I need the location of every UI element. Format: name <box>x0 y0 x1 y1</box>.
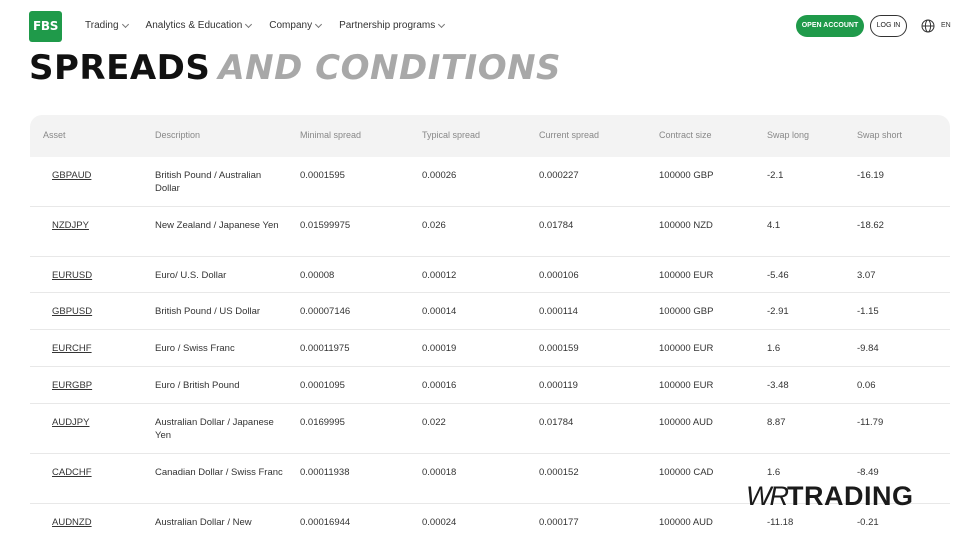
typical-spread-cell: 0.022 <box>422 417 446 428</box>
asset-link[interactable]: NZDJPY <box>52 220 89 231</box>
current-spread-cell: 0.000227 <box>539 170 579 181</box>
nav-partnership-programs[interactable] <box>339 20 444 31</box>
typical-spread-cell: 0.00019 <box>422 343 457 354</box>
contract-size-cell: 100000 AUD <box>659 517 713 528</box>
asset-link[interactable]: AUDJPY <box>52 417 90 428</box>
nav-company[interactable] <box>269 20 321 31</box>
asset-link[interactable]: EURGBP <box>52 380 93 391</box>
swap-long-cell: -11.18 <box>767 517 794 528</box>
swap-long-cell: 1.6 <box>767 467 781 478</box>
table-header <box>30 115 950 157</box>
swap-short-cell: -1.15 <box>857 306 879 317</box>
swap-short-cell: -11.79 <box>857 417 884 428</box>
description-cell: British Pound / US Dollar <box>155 306 261 317</box>
contract-size-cell: 100000 NZD <box>659 220 713 231</box>
language-selector[interactable]: EN <box>941 22 951 29</box>
minimal-spread-cell: 0.00008 <box>300 270 335 281</box>
column-header-description: Description <box>155 130 201 140</box>
swap-long-cell: -5.46 <box>767 270 789 281</box>
minimal-spread-cell: 0.00007146 <box>300 306 351 317</box>
page-title <box>29 48 561 88</box>
chevron-down-icon <box>438 20 445 27</box>
typical-spread-cell: 0.00026 <box>422 170 457 181</box>
contract-size-cell: 100000 EUR <box>659 270 714 281</box>
minimal-spread-cell: 0.0001095 <box>300 380 345 391</box>
typical-spread-cell: 0.00014 <box>422 306 457 317</box>
current-spread-cell: 0.01784 <box>539 417 574 428</box>
typical-spread-cell: 0.00016 <box>422 380 457 391</box>
typical-spread-cell: 0.00018 <box>422 467 457 478</box>
chevron-down-icon <box>315 20 322 27</box>
contract-size-cell: 100000 GBP <box>659 306 714 317</box>
swap-short-cell: -18.62 <box>857 220 884 231</box>
current-spread-cell: 0.000106 <box>539 270 579 281</box>
nav-label: Partnership programs <box>339 20 436 31</box>
swap-long-cell: -2.91 <box>767 306 789 317</box>
contract-size-cell: 100000 EUR <box>659 380 714 391</box>
table-row <box>30 330 950 367</box>
description-cell: Euro/ U.S. Dollar <box>155 270 227 281</box>
top-navigation-bar <box>0 0 960 52</box>
column-header-current-spread: Current spread <box>539 130 600 140</box>
column-header-swap-short: Swap short <box>857 130 903 140</box>
asset-link[interactable]: GBPAUD <box>52 170 92 181</box>
login-button[interactable]: LOG IN <box>870 15 907 37</box>
current-spread-cell: 0.000159 <box>539 343 579 354</box>
watermark-suffix: TRADING <box>786 481 914 511</box>
description-cell: Australian Dollar / New <box>155 517 252 528</box>
typical-spread-cell: 0.00012 <box>422 270 457 281</box>
table-row <box>30 257 950 293</box>
contract-size-cell: 100000 EUR <box>659 343 714 354</box>
watermark-prefix: WR <box>746 481 787 511</box>
asset-link[interactable]: EURUSD <box>52 270 93 281</box>
wrtrading-watermark <box>746 481 913 512</box>
globe-icon[interactable] <box>921 19 935 33</box>
contract-size-cell: 100000 CAD <box>659 467 714 478</box>
fbs-logo[interactable]: FBS <box>29 11 62 42</box>
minimal-spread-cell: 0.01599975 <box>300 220 351 231</box>
description-cell: Euro / British Pound <box>155 380 240 391</box>
contract-size-cell: 100000 GBP <box>659 170 714 181</box>
column-header-minimal-spread: Minimal spread <box>300 130 362 140</box>
column-header-asset: Asset <box>43 130 66 140</box>
description-cell: Australian Dollar / Japanese Yen <box>155 417 274 441</box>
swap-short-cell: -9.84 <box>857 343 879 354</box>
table-row <box>30 367 950 404</box>
description-cell: Euro / Swiss Franc <box>155 343 235 354</box>
column-header-swap-long: Swap long <box>767 130 810 140</box>
current-spread-cell: 0.01784 <box>539 220 574 231</box>
swap-short-cell: -8.49 <box>857 467 879 478</box>
asset-link[interactable]: GBPUSD <box>52 306 93 317</box>
nav-label: Trading <box>85 20 119 31</box>
current-spread-cell: 0.000119 <box>539 380 578 391</box>
table-row <box>30 404 950 454</box>
current-spread-cell: 0.000152 <box>539 467 579 478</box>
swap-long-cell: 4.1 <box>767 220 781 231</box>
column-header-typical-spread: Typical spread <box>422 130 481 140</box>
description-cell: Canadian Dollar / Swiss Franc <box>155 467 283 478</box>
typical-spread-cell: 0.00024 <box>422 517 457 528</box>
spreads-table <box>30 115 950 540</box>
open-account-button[interactable]: OPEN ACCOUNT <box>796 15 864 37</box>
minimal-spread-cell: 0.00011938 <box>300 467 350 478</box>
swap-short-cell: -0.21 <box>857 517 879 528</box>
column-header-contract-size: Contract size <box>659 130 712 140</box>
page-title-dark: SPREADS <box>29 48 211 88</box>
asset-link[interactable]: AUDNZD <box>52 517 92 528</box>
contract-size-cell: 100000 AUD <box>659 417 713 428</box>
swap-short-cell: -16.19 <box>857 170 884 181</box>
swap-short-cell: 0.06 <box>857 380 876 391</box>
page-title-light: AND CONDITIONS <box>218 48 562 88</box>
swap-long-cell: 1.6 <box>767 343 781 354</box>
chevron-down-icon <box>122 20 129 27</box>
current-spread-cell: 0.000177 <box>539 517 579 528</box>
nav-label: Company <box>269 20 313 31</box>
swap-long-cell: -3.48 <box>767 380 789 391</box>
current-spread-cell: 0.000114 <box>539 306 578 317</box>
minimal-spread-cell: 0.0169995 <box>300 417 345 428</box>
swap-short-cell: 3.07 <box>857 270 876 281</box>
table-row <box>30 157 950 207</box>
table-row <box>30 293 950 330</box>
swap-long-cell: 8.87 <box>767 417 786 428</box>
swap-long-cell: -2.1 <box>767 170 784 181</box>
nav-analytics-education[interactable] <box>146 20 252 31</box>
minimal-spread-cell: 0.00016944 <box>300 517 351 528</box>
chevron-down-icon <box>245 20 252 27</box>
description-cell: British Pound / Australian Dollar <box>155 170 262 194</box>
typical-spread-cell: 0.026 <box>422 220 446 231</box>
description-cell: New Zealand / Japanese Yen <box>155 220 279 231</box>
main-nav <box>85 20 462 31</box>
nav-trading[interactable] <box>85 20 128 31</box>
asset-link[interactable]: EURCHF <box>52 343 92 354</box>
nav-label: Analytics & Education <box>145 20 243 31</box>
minimal-spread-cell: 0.0001595 <box>300 170 345 181</box>
minimal-spread-cell: 0.00011975 <box>300 343 350 354</box>
asset-link[interactable]: CADCHF <box>52 467 92 478</box>
table-row <box>30 207 950 257</box>
